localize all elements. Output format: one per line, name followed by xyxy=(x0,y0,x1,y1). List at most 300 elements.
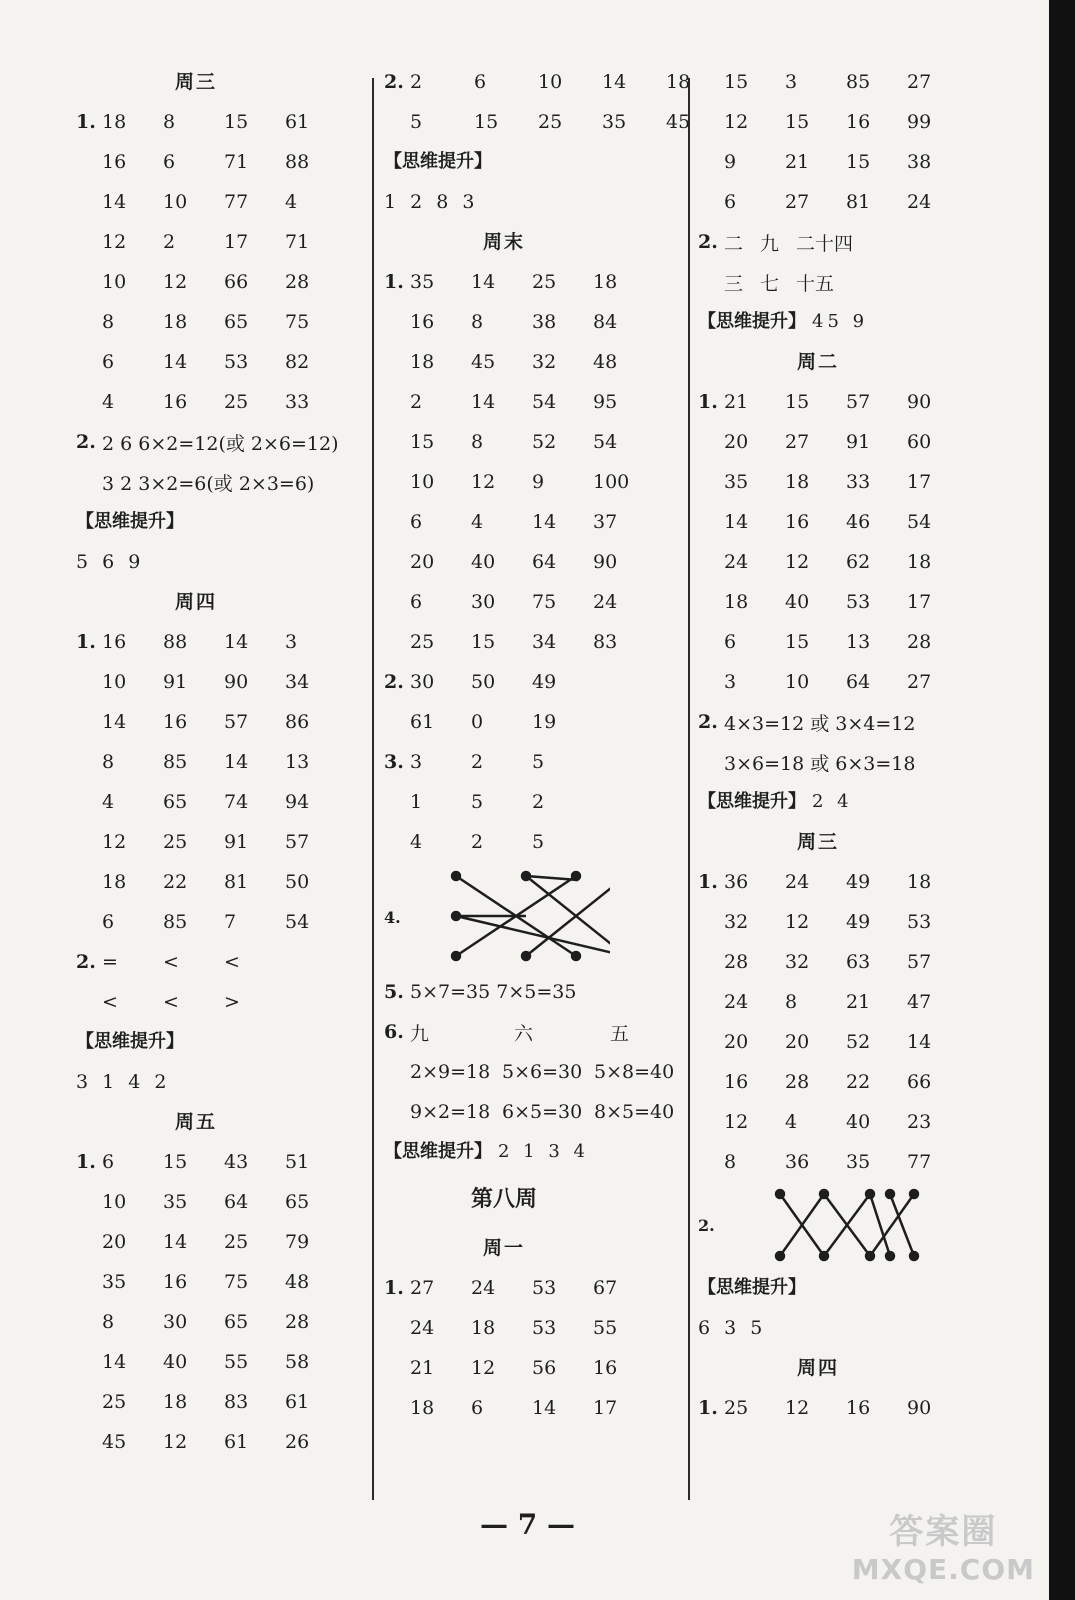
matching-lines-diagram xyxy=(724,1182,964,1268)
answer-cell: 2 xyxy=(410,71,423,93)
answer-row xyxy=(698,902,968,942)
answer-cell: 15 xyxy=(474,111,499,133)
answer-cell: 18 xyxy=(410,1397,435,1419)
answer-row xyxy=(698,702,968,742)
answer-cell: 35 xyxy=(602,111,627,133)
answer-cell: 57 xyxy=(907,951,932,973)
answer-cell: 5 xyxy=(532,831,545,853)
answer-cell: 10 xyxy=(785,671,810,693)
answer-cell: 15 xyxy=(846,151,871,173)
think-row xyxy=(384,1132,730,1172)
answer-cell: 95 xyxy=(593,391,618,413)
answer-cell: 27 xyxy=(907,671,932,693)
answer-cell: 22 xyxy=(163,871,188,893)
answer-row xyxy=(698,582,968,622)
answer-cell: 14 xyxy=(102,191,127,213)
answer-row xyxy=(698,142,968,182)
answer-cell: 15 xyxy=(785,631,810,653)
answer-cell: 27 xyxy=(907,71,932,93)
answer-cell: 21 xyxy=(410,1357,435,1379)
answer-cell: 40 xyxy=(471,551,496,573)
answer-cell: 6 xyxy=(724,631,737,653)
answer-text: 4×3=12 或 3×4=12 xyxy=(724,712,916,735)
answer-text: 九 xyxy=(760,232,780,255)
answer-cell: 18 xyxy=(163,1391,188,1413)
answer-cell: 50 xyxy=(285,871,310,893)
answer-cell: 18 xyxy=(724,591,749,613)
answer-cell: 15 xyxy=(163,1151,188,1173)
answer-cell: 24 xyxy=(593,591,618,613)
answer-cell: 6 xyxy=(102,911,115,933)
answer-row xyxy=(698,262,968,302)
answer-cell: 43 xyxy=(224,1151,249,1173)
answer-row xyxy=(384,782,730,822)
answer-cell: 84 xyxy=(593,311,618,333)
answer-cell: 23 xyxy=(907,1111,932,1133)
answer-cell: 46 xyxy=(846,511,871,533)
answer-cell: 13 xyxy=(285,751,310,773)
question-number: 1. xyxy=(384,1277,404,1299)
answer-cell: < xyxy=(102,991,118,1013)
answer-cell: 27 xyxy=(785,191,810,213)
day-heading: 周末 xyxy=(482,231,525,253)
answer-cell: 90 xyxy=(907,1397,932,1419)
think-row xyxy=(698,302,968,342)
answer-cell: 14 xyxy=(471,391,496,413)
question-number: 1. xyxy=(76,631,96,653)
answer-cell: 16 xyxy=(593,1357,618,1379)
answer-row xyxy=(76,302,346,342)
think-label: 【思维提升】 xyxy=(698,791,806,812)
answer-cell: 30 xyxy=(410,671,435,693)
answer-cell: 35 xyxy=(102,1271,127,1293)
answer-cell: 49 xyxy=(846,911,871,933)
answer-grid xyxy=(76,622,346,942)
answer-row xyxy=(76,942,346,982)
answer-cell: 55 xyxy=(593,1317,618,1339)
answer-cell: 27 xyxy=(785,431,810,453)
answer-cell: 30 xyxy=(163,1311,188,1333)
answer-cell: 61 xyxy=(285,1391,310,1413)
answer-row xyxy=(384,1012,730,1052)
answer-cell: 32 xyxy=(532,351,557,373)
answer-cell: 13 xyxy=(846,631,871,653)
answer-cell: 86 xyxy=(285,711,310,733)
answer-cell: 8 xyxy=(163,111,176,133)
answer-row xyxy=(76,382,346,422)
answer-row xyxy=(384,342,730,382)
answer-cell: 37 xyxy=(593,511,618,533)
answer-cell: 20 xyxy=(785,1031,810,1053)
answer-cell: 40 xyxy=(785,591,810,613)
answer-row xyxy=(384,582,730,622)
answer-row xyxy=(384,502,730,542)
answer-grid xyxy=(698,862,968,1182)
answer-grid xyxy=(76,1142,346,1462)
think-label: 【思维提升】 xyxy=(698,1277,806,1298)
answer-cell: 67 xyxy=(593,1277,618,1299)
answer-cell: 18 xyxy=(593,271,618,293)
answer-row xyxy=(76,342,346,382)
answer-grid xyxy=(384,1268,730,1428)
answer-row xyxy=(698,222,968,262)
answer-cell: 8 xyxy=(102,311,115,333)
answer-text: 二 xyxy=(724,232,744,255)
answer-cell: 77 xyxy=(907,1151,932,1173)
answer-row xyxy=(76,902,346,942)
answer-cell: 10 xyxy=(410,471,435,493)
answer-cell: 83 xyxy=(593,631,618,653)
answer-cell: 18 xyxy=(102,871,127,893)
answer-cell: 71 xyxy=(224,151,249,173)
answer-cell: 12 xyxy=(163,1431,188,1453)
answer-cell: 61 xyxy=(410,711,435,733)
answer-text: 2 4 xyxy=(812,791,853,812)
answer-text: 七 xyxy=(760,272,780,295)
answer-row xyxy=(384,1052,730,1092)
answer-grid xyxy=(384,262,730,662)
answer-cell: 65 xyxy=(163,791,188,813)
answer-row xyxy=(384,1388,730,1428)
answer-cell: 48 xyxy=(593,351,618,373)
answer-cell: 56 xyxy=(532,1357,557,1379)
answer-row xyxy=(698,382,968,422)
answer-cell: 10 xyxy=(102,271,127,293)
answer-cell: 14 xyxy=(471,271,496,293)
answer-cell: 0 xyxy=(471,711,484,733)
answer-cell: 75 xyxy=(532,591,557,613)
answer-cell: 90 xyxy=(907,391,932,413)
answer-cell: 45 xyxy=(102,1431,127,1453)
question-number: 1. xyxy=(76,111,96,133)
matching-lines-diagram xyxy=(410,862,610,972)
answer-grid xyxy=(384,62,730,142)
answer-row xyxy=(76,742,346,782)
question-number: 1. xyxy=(698,391,718,413)
answer-cell: 66 xyxy=(907,1071,932,1093)
answer-cell: 82 xyxy=(285,351,310,373)
answer-cell: 20 xyxy=(724,431,749,453)
answer-row xyxy=(698,742,968,782)
answer-cell: 8 xyxy=(724,1151,737,1173)
answer-cell: 24 xyxy=(724,991,749,1013)
answer-cell: 61 xyxy=(285,111,310,133)
answer-cell: 14 xyxy=(102,711,127,733)
answer-cell: 35 xyxy=(724,471,749,493)
answer-cell: 15 xyxy=(785,111,810,133)
answer-row xyxy=(698,1102,968,1142)
answer-text: 6×5=30 xyxy=(502,1101,583,1123)
answer-row xyxy=(384,972,730,1012)
answer-text: 3 1 4 2 xyxy=(76,1071,171,1093)
answer-row xyxy=(698,422,968,462)
answer-cell: 15 xyxy=(785,391,810,413)
answer-cell: 14 xyxy=(224,631,249,653)
answer-cell: 85 xyxy=(163,911,188,933)
answer-cell: 6 xyxy=(471,1397,484,1419)
answer-cell: 2 xyxy=(471,751,484,773)
question-number: 1. xyxy=(698,1397,718,1419)
answer-cell: 27 xyxy=(410,1277,435,1299)
answer-cell: 21 xyxy=(785,151,810,173)
answer-cell: 45 xyxy=(471,351,496,373)
answer-grid xyxy=(384,662,730,742)
answer-cell: 36 xyxy=(785,1151,810,1173)
answer-row xyxy=(698,1062,968,1102)
answer-cell: 85 xyxy=(846,71,871,93)
answer-cell: 6 xyxy=(724,191,737,213)
answer-cell: 94 xyxy=(285,791,310,813)
answer-text: 2×9=18 xyxy=(410,1061,491,1083)
question-number: 2. xyxy=(384,671,404,693)
answer-cell: 48 xyxy=(285,1271,310,1293)
answer-row xyxy=(76,142,346,182)
question-number: 1. xyxy=(384,271,404,293)
answer-text: 九 xyxy=(410,1022,430,1045)
answer-cell: 90 xyxy=(593,551,618,573)
answer-grid xyxy=(698,62,968,222)
day-heading: 周二 xyxy=(796,351,839,373)
answer-cell: 34 xyxy=(532,631,557,653)
answer-cell: 54 xyxy=(907,511,932,533)
answer-cell: 6 xyxy=(410,511,423,533)
answer-row xyxy=(76,862,346,902)
answer-cell: 12 xyxy=(785,551,810,573)
answer-cell: 35 xyxy=(846,1151,871,1173)
answer-cell: 21 xyxy=(724,391,749,413)
answer-cell: 77 xyxy=(224,191,249,213)
answer-cell: 81 xyxy=(224,871,249,893)
answer-cell: 18 xyxy=(907,551,932,573)
answer-cell: 16 xyxy=(846,1397,871,1419)
answer-row xyxy=(384,742,730,782)
answer-cell: 50 xyxy=(471,671,496,693)
answer-row xyxy=(384,302,730,342)
answer-row xyxy=(384,822,730,862)
answer-cell: 38 xyxy=(907,151,932,173)
answer-row xyxy=(76,1182,346,1222)
answer-cell: 64 xyxy=(532,551,557,573)
answer-row xyxy=(76,782,346,822)
answer-cell: 15 xyxy=(724,71,749,93)
answer-text: 二十四 xyxy=(796,232,854,255)
answer-cell: 28 xyxy=(785,1071,810,1093)
answer-text: 2 1 3 4 xyxy=(498,1141,589,1162)
answer-row xyxy=(76,1302,346,1342)
answer-cell: 2 xyxy=(163,231,176,253)
answer-cell: 85 xyxy=(163,751,188,773)
answer-cell: 53 xyxy=(532,1277,557,1299)
answer-row xyxy=(698,1142,968,1182)
answer-cell: 52 xyxy=(532,431,557,453)
answer-cell: 4 xyxy=(471,511,484,533)
answer-row xyxy=(76,662,346,702)
answer-cell: 16 xyxy=(846,111,871,133)
answer-row xyxy=(384,1092,730,1132)
answer-cell: 4 xyxy=(102,791,115,813)
answer-cell: 57 xyxy=(224,711,249,733)
answer-cell: 60 xyxy=(907,431,932,453)
answer-row xyxy=(76,1342,346,1382)
answer-cell: 12 xyxy=(102,231,127,253)
answer-cell: 99 xyxy=(907,111,932,133)
column-2 xyxy=(384,62,730,1428)
answer-row xyxy=(698,1182,968,1268)
think-label: 【思维提升】 xyxy=(76,511,184,532)
answer-cell: 2 xyxy=(410,391,423,413)
answer-cell: 28 xyxy=(724,951,749,973)
answer-cell: 2 xyxy=(471,831,484,853)
answer-row xyxy=(76,1422,346,1462)
day-heading: 周一 xyxy=(482,1237,525,1259)
answer-cell: 12 xyxy=(102,831,127,853)
answer-cell: 91 xyxy=(846,431,871,453)
answer-cell: 75 xyxy=(224,1271,249,1293)
answer-row xyxy=(384,1268,730,1308)
answer-cell: 33 xyxy=(846,471,871,493)
answer-cell: 9 xyxy=(532,471,545,493)
answer-grid xyxy=(76,942,346,1022)
answer-cell: 38 xyxy=(532,311,557,333)
answer-row xyxy=(384,542,730,582)
answer-cell: 9 xyxy=(724,151,737,173)
answer-text: 3 2 3×2=6(或 2×3=6) xyxy=(102,472,315,495)
answer-cell: 28 xyxy=(285,1311,310,1333)
answer-row xyxy=(698,542,968,582)
answer-cell: 18 xyxy=(471,1317,496,1339)
answer-text: 5×7=35 7×5=35 xyxy=(410,981,577,1003)
answer-cell: 14 xyxy=(102,1351,127,1373)
answer-cell: 65 xyxy=(224,1311,249,1333)
answer-cell: 64 xyxy=(846,671,871,693)
answer-cell: 74 xyxy=(224,791,249,813)
answer-cell: 100 xyxy=(593,471,630,493)
answer-cell: 66 xyxy=(224,271,249,293)
answer-cell: 25 xyxy=(224,1231,249,1253)
answer-cell: 18 xyxy=(102,111,127,133)
answer-cell: 15 xyxy=(410,431,435,453)
answer-row xyxy=(698,182,968,222)
answer-cell: 14 xyxy=(532,511,557,533)
answer-text: 5×6=30 xyxy=(502,1061,583,1083)
answer-text: 1 2 8 3 xyxy=(384,191,479,213)
answer-row xyxy=(698,622,968,662)
answer-cell: 88 xyxy=(163,631,188,653)
answer-cell: 25 xyxy=(724,1397,749,1419)
answer-cell: 24 xyxy=(471,1277,496,1299)
answer-cell: 24 xyxy=(907,191,932,213)
page-number: — 7 — xyxy=(480,1508,575,1541)
answer-cell: 53 xyxy=(532,1317,557,1339)
answer-cell: 65 xyxy=(224,311,249,333)
answer-cell: 57 xyxy=(285,831,310,853)
day-heading: 周四 xyxy=(796,1357,839,1379)
answer-row xyxy=(76,422,346,462)
answer-cell: 2 xyxy=(532,791,545,813)
answer-cell: 16 xyxy=(163,391,188,413)
answer-cell: 91 xyxy=(224,831,249,853)
answer-cell: 62 xyxy=(846,551,871,573)
answer-cell: 12 xyxy=(785,1397,810,1419)
answer-cell: 15 xyxy=(471,631,496,653)
answer-cell: 14 xyxy=(907,1031,932,1053)
answer-text: 6 3 5 xyxy=(698,1317,767,1339)
answer-row xyxy=(384,1308,730,1348)
answer-cell: 5 xyxy=(471,791,484,813)
answer-row xyxy=(76,622,346,662)
answer-row xyxy=(698,1022,968,1062)
answer-cell: 25 xyxy=(224,391,249,413)
answer-cell: 5 xyxy=(532,751,545,773)
answer-cell: 28 xyxy=(285,271,310,293)
answer-cell: 53 xyxy=(846,591,871,613)
answer-cell: 5 xyxy=(410,111,423,133)
question-number: 2. xyxy=(698,231,718,253)
answer-cell: 10 xyxy=(163,191,188,213)
answer-cell: 75 xyxy=(285,311,310,333)
answer-cell: 12 xyxy=(471,471,496,493)
answer-cell: 83 xyxy=(224,1391,249,1413)
question-number: 1. xyxy=(76,1151,96,1173)
think-row xyxy=(698,782,968,822)
answer-cell: 16 xyxy=(163,711,188,733)
answer-text: 9×2=18 xyxy=(410,1101,491,1123)
answer-cell: 90 xyxy=(224,671,249,693)
answer-cell: 61 xyxy=(224,1431,249,1453)
think-label: 【思维提升】 xyxy=(698,311,806,332)
answer-cell: 7 xyxy=(224,911,237,933)
answer-cell: 3 xyxy=(785,71,798,93)
think-label: 【思维提升】 xyxy=(384,1141,492,1162)
question-number: 5. xyxy=(384,981,404,1003)
watermark-text: 答案圈 xyxy=(889,1512,998,1552)
answer-cell: 18 xyxy=(163,311,188,333)
answer-cell: < xyxy=(163,991,179,1013)
answer-cell: 32 xyxy=(785,951,810,973)
question-number: 3. xyxy=(384,751,404,773)
answer-cell: 20 xyxy=(410,551,435,573)
answer-text: 3×6=18 或 6×3=18 xyxy=(724,752,916,775)
answer-text: 六 xyxy=(514,1022,534,1045)
answer-row xyxy=(76,222,346,262)
answer-cell: 54 xyxy=(593,431,618,453)
answer-text: 8×5=40 xyxy=(594,1101,675,1123)
answer-row xyxy=(76,1062,346,1102)
answer-cell: 20 xyxy=(724,1031,749,1053)
answer-cell: 88 xyxy=(285,151,310,173)
answer-cell: 45 xyxy=(666,111,691,133)
answer-cell: 18 xyxy=(785,471,810,493)
answer-cell: 4 xyxy=(785,1111,798,1133)
column-1 xyxy=(76,62,346,1462)
answer-cell: 24 xyxy=(410,1317,435,1339)
answer-cell: 25 xyxy=(163,831,188,853)
column-divider xyxy=(372,78,374,1500)
answer-cell: 14 xyxy=(163,1231,188,1253)
column-3 xyxy=(698,62,968,1428)
answer-cell: 35 xyxy=(163,1191,188,1213)
answer-cell: 6 xyxy=(102,351,115,373)
answer-row xyxy=(698,862,968,902)
watermark-url: MXQE.COM xyxy=(851,1553,1035,1586)
answer-grid xyxy=(384,742,730,862)
answer-row xyxy=(384,702,730,742)
answer-row xyxy=(384,462,730,502)
answer-cell: 53 xyxy=(907,911,932,933)
answer-cell: 15 xyxy=(224,111,249,133)
question-number: 6. xyxy=(384,1021,404,1043)
answer-cell: 49 xyxy=(532,671,557,693)
